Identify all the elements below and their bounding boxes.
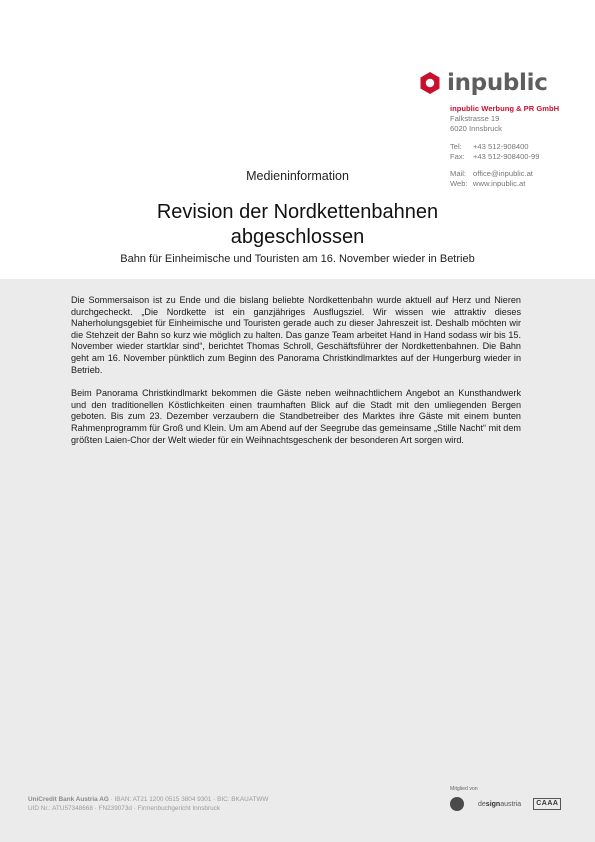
body-text xyxy=(71,295,521,458)
document-type: Medieninformation xyxy=(246,169,349,183)
hexagon-ring-icon xyxy=(419,71,441,95)
footer-bank-line xyxy=(28,796,268,805)
fax-row xyxy=(450,152,559,162)
paragraph-2: Beim Panorama Christkindlmarkt bekommen die Gäste neben weihnachtlichem Angebot an Kunsthandwerk und den traditionellen Köstlichkeiten einen traumhaften Blick auf die Stadt mit den umliegenden Bergen geboten. Bis zum 23. Dezember verzaubern die Standbetreiber des Marktes ihre Gäste mit einem bunten Rahmenprogramm für Groß und Klein. Um am Abend auf der Seegrube das gemeinsame „Stille Nacht“ mit dem größten Laien-Chor der Welt wieder für ein Weihnachtsgeschenk der besonderen Art sorgen wird. xyxy=(71,388,521,445)
bank-name: UniCredit Bank Austria AG xyxy=(28,796,109,803)
headline-line-2: abgeschlossen xyxy=(230,226,365,248)
tel-value: +43 512-908400 xyxy=(473,141,529,151)
company-name: inpublic Werbung & PR GmbH xyxy=(450,104,560,113)
fax-label: Fax: xyxy=(450,151,465,161)
association-seal-icon xyxy=(450,797,464,811)
mail-value[interactable]: office@inpublic.at xyxy=(473,169,533,179)
address-street: Falkstrasse 19 xyxy=(450,114,500,124)
caaa-logo: CAAA xyxy=(533,798,561,810)
footer-legal-line: UID Nr.: ATU57348668 · FN239073d · Firmenbuchgericht Innsbruck xyxy=(28,804,221,812)
address-city: 6020 Innsbruck xyxy=(450,124,502,134)
bank-details: · IBAN: AT21 1200 0515 3804 9301 · BIC: BKAUATWW xyxy=(108,796,269,803)
fax-value: +43 512-908400-99 xyxy=(473,151,540,161)
tel-label: Tel: xyxy=(450,141,462,151)
brand-logo xyxy=(419,70,548,96)
headline-line-1: Revision der Nordkettenbahnen xyxy=(156,201,439,223)
designaustria-logo: designaustria xyxy=(478,800,522,808)
mail-label: Mail: xyxy=(450,169,467,179)
paragraph-1: Die Sommersaison ist zu Ende und die bislang beliebte Nordkettenbahn wurde aktuell auf Herz und Nieren durchgecheckt. „Die Nordkette ist ein ganzjähriges Ausflugsziel. Wir wissen wie attraktiv dieses Naherholungsgebiet für Einheimische und Touristen gerade auch zu dieser Jahreszeit ist. Deshalb möchten wir die Stehzeit der Bahn so kurz wie möglich zu halten. Das ganze Team arbeitet Hand in Hand sodass wir bis 15. November wieder startklar sind“, berichtet Thomas Schroll, Geschäftsführer der Nordkettenbahnen. Die Bahn geht am 16. November pünktlich zum Beginn des Panorama Christkindlmarktes auf der Hungerburg wieder in Betrieb. xyxy=(71,295,521,375)
web-label: Web: xyxy=(450,179,468,189)
member-label: Mitglied von xyxy=(450,786,478,792)
subheadline: Bahn für Einheimische und Touristen am 16. November wieder in Betrieb xyxy=(120,253,475,265)
tel-row xyxy=(450,142,559,152)
footer-bank-info xyxy=(28,796,268,813)
brand-name: inpublic xyxy=(447,70,548,96)
web-value[interactable]: www.inpublic.at xyxy=(473,179,526,189)
headline xyxy=(60,200,535,250)
member-badges xyxy=(450,797,561,811)
